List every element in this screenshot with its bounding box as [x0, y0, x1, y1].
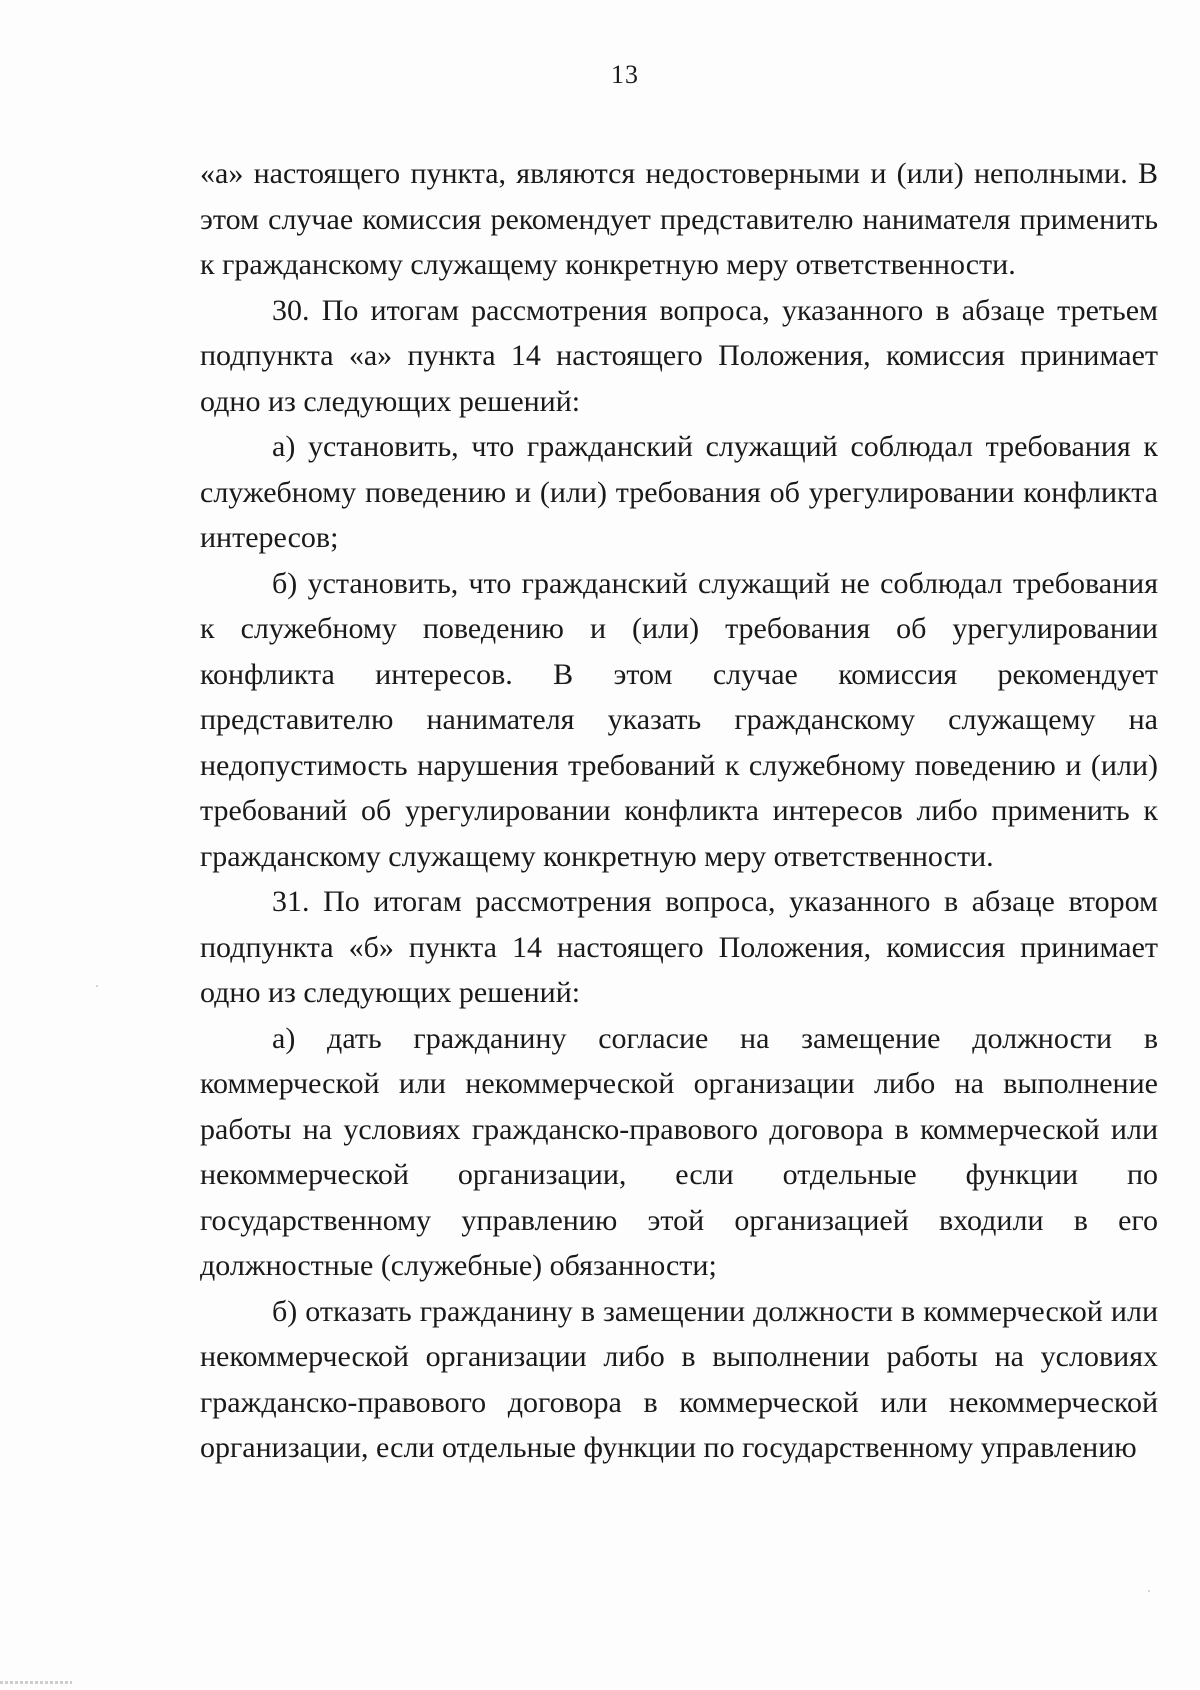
paragraph-item-31-b: б) отказать гражданину в замещении должности в коммерческой или некоммерческой организации либо в выполнении работы на условиях гражданско-правового договора в коммерческой или некоммерческой организации, если отдельные функции по государственному управлению [200, 1294, 1158, 1464]
page-number: 13 [611, 60, 639, 89]
paragraph-continuation: «а» настоящего пункта, являются недостоверными и (или) неполными. В этом случае комиссия рекомендует представителю нанимателя применить к гражданскому служащему конкретную меру ответственности. [200, 157, 1158, 281]
paragraph-item-31-a: а) дать гражданину согласие на замещение должности в коммерческой или некоммерческой организации либо на выполнение работы на условиях гражданско-правового договора в коммерческой или некоммерческой организации, если отдельные функции по государственному управлению этой организацией входили в его должностные (служебные) обязанности; [200, 1021, 1158, 1282]
scan-artifact-dot [96, 985, 98, 987]
paragraph-item-31: 31. По итогам рассмотрения вопроса, указанного в абзаце втором подпункта «б» пункта 14 настоящего Положения, комиссия принимает одно из следующих решений: [200, 885, 1158, 1009]
paragraph-item-30: 30. По итогам рассмотрения вопроса, указанного в абзаце третьем подпункта «а» пункта 14 настоящего Положения, комиссия принимает одно из следующих решений: [200, 293, 1158, 418]
paragraph-item-30-b: б) установить, что гражданский служащий не соблюдал требования к служебному поведению и (или) требования об урегулировании конфликта интересов. В этом случае комиссия рекомендует представителю нанимателя указать гражданскому служащему на недопустимость нарушения требований к служебному поведению и (или) требований об урегулировании конфликта интересов либо применить к гражданскому служащему конкретную меру ответственности. [200, 566, 1158, 873]
document-body [200, 151, 1158, 1471]
scan-artifact-edge [0, 1681, 72, 1684]
scan-artifact-dot [1148, 1590, 1150, 1592]
paragraph-item-30-a: а) установить, что гражданский служащий соблюдал требования к служебному поведению и (или) требования об урегулировании конфликта интересов; [200, 430, 1158, 554]
